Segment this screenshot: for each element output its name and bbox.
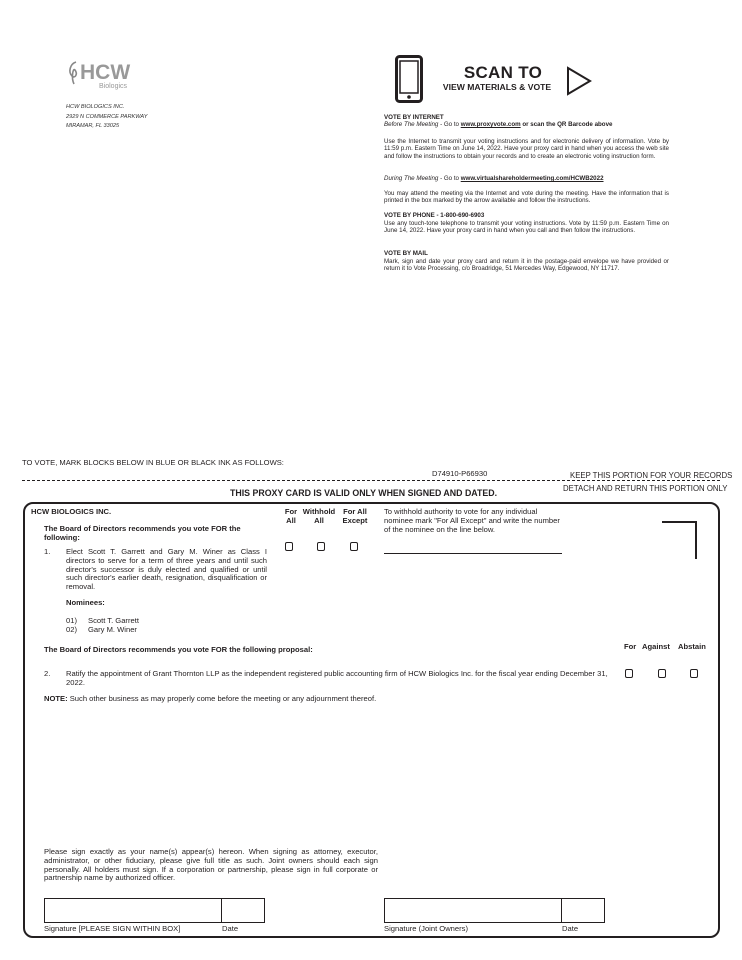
corner-mark xyxy=(662,521,697,559)
company-address xyxy=(66,103,147,132)
vote-mail-heading xyxy=(384,250,669,257)
col-against: Against xyxy=(642,642,670,651)
col-for-all-except: For All Except xyxy=(342,507,368,525)
note-text: Such other business as may properly come before the meeting or any adjournment thereof. xyxy=(67,694,377,703)
during-meeting-line xyxy=(384,175,669,182)
item-2-text: Ratify the appointment of Grant Thornton LLP as the independent registered public accounting firm of HCW Biologics Inc. for the fiscal year ending December 31, 2022. xyxy=(66,669,608,687)
valid-notice: THIS PROXY CARD IS VALID ONLY WHEN SIGNED AND DATED. xyxy=(230,488,498,498)
before-meeting-line xyxy=(384,121,669,128)
vote-mail-text: Mark, sign and date your proxy card and return it in the postage-paid envelope we have provided or return it to Vote Processing, c/o Broadridge, 51 Mercedes Way, Edgewood, NY 11717. xyxy=(384,258,669,273)
item-1-number: 1. xyxy=(44,547,51,556)
address-line-2: MIRAMAR, FL 33025 xyxy=(66,123,120,129)
joint-signature-box[interactable] xyxy=(384,898,605,923)
company-name: HCW BIOLOGICS INC. xyxy=(66,104,125,110)
vote-phone-heading-text: VOTE BY PHONE - 1-800-690-6903 xyxy=(384,212,485,219)
logo-subtext: Biologics xyxy=(99,83,128,90)
withhold-instruction: To withhold authority to vote for any individual nominee mark "For All Except" and write the number of the nominee on the line below. xyxy=(384,507,560,534)
before-goto-text: - Go to xyxy=(438,121,461,129)
phone-icon xyxy=(395,55,423,103)
sign-instructions: Please sign exactly as your name(s) appear(s) hereon. When signing as attorney, executor, administrator, or other fiduciary, please give full title as such. Joint owners should each sign personally. All holders must sign. If a corporation or partnership, please sign in full corporate or partnership name by authorized officer. xyxy=(44,847,378,883)
scan-subtitle: VIEW MATERIALS & VOTE xyxy=(442,82,552,92)
during-meeting-label: During The Meeting xyxy=(384,175,439,182)
detach-line xyxy=(22,480,720,481)
vote-internet-heading: VOTE BY INTERNET xyxy=(384,114,444,121)
checkbox-for-all[interactable] xyxy=(285,542,293,551)
col-for-all: For All xyxy=(284,507,298,525)
note-label: NOTE: xyxy=(44,694,68,703)
signature-label: Signature [PLEASE SIGN WITHIN BOX] xyxy=(44,924,181,933)
joint-date-label: Date xyxy=(562,924,579,933)
col-withhold-all: Withhold All xyxy=(302,507,336,525)
joint-signature-label: Signature (Joint Owners) xyxy=(384,924,468,933)
except-nominee-line[interactable] xyxy=(384,553,562,554)
scan-title: SCAN TO xyxy=(463,63,543,82)
date-divider xyxy=(221,898,222,923)
checkbox-for[interactable] xyxy=(625,669,633,678)
note-line xyxy=(44,695,376,704)
nominee-row xyxy=(66,626,77,635)
vote-mail-heading-text: VOTE BY MAIL xyxy=(384,250,428,257)
checkbox-withhold-all[interactable] xyxy=(317,542,325,551)
signature-box[interactable] xyxy=(44,898,265,923)
marking-instructions: TO VOTE, MARK BLOCKS BELOW IN BLUE OR BLACK INK AS FOLLOWS: xyxy=(22,458,284,467)
before-tail-text: or scan the QR Barcode above xyxy=(520,121,613,129)
nominee-number: 02) xyxy=(66,625,77,634)
before-meeting-label: Before The Meeting xyxy=(384,121,439,129)
virtual-meeting-link[interactable]: www.virtualshareholdermeeting.com/HCWB2022 xyxy=(460,175,604,182)
vote-phone-heading xyxy=(384,212,669,219)
address-line-1: 2929 N COMMERCE PARKWAY xyxy=(66,113,148,120)
company-logo xyxy=(66,58,146,92)
control-number: D74910-P66930 xyxy=(432,469,488,478)
nominee-name: Gary M. Winer xyxy=(88,625,137,634)
play-arrow-icon xyxy=(566,66,592,96)
keep-portion-text: KEEP THIS PORTION FOR YOUR RECORDS xyxy=(570,471,733,480)
checkbox-abstain[interactable] xyxy=(690,669,698,678)
proxyvote-link[interactable]: www.proxyvote.com xyxy=(460,121,521,129)
nominees-label: Nominees: xyxy=(66,598,105,607)
card-company-name: HCW BIOLOGICS INC. xyxy=(31,507,112,516)
before-meeting-text: Use the Internet to transmit your voting instructions and for electronic delivery of information. Vote by 11:59 p.m. Eastern Time on June 14, 2022. Have your proxy card in hand when you access the web site and follow the instructions to obtain your records and to create an electronic voting instruction form. xyxy=(384,138,669,160)
checkbox-against[interactable] xyxy=(658,669,666,678)
nominee-name: Scott T. Garrett xyxy=(88,616,139,625)
nominee-number: 01) xyxy=(66,616,77,625)
checkbox-for-all-except[interactable] xyxy=(350,542,358,551)
during-meeting-text: You may attend the meeting via the Internet and vote during the meeting. Have the information that is printed in the box marked by the arrow available and follow the instructions. xyxy=(384,190,669,205)
col-abstain: Abstain xyxy=(678,642,706,651)
item-1-text: Elect Scott T. Garrett and Gary M. Winer as Class I directors to serve for a term of three years and until such director's successor is duly elected and qualified or until such director's earlier death, resignation, disqualification or removal. xyxy=(66,547,267,592)
detach-portion-text: DETACH AND RETURN THIS PORTION ONLY xyxy=(563,484,728,493)
vote-phone-text: Use any touch-tone telephone to transmit your voting instructions. Vote by 11:59 p.m. Eastern Time on June 14, 2022. Have your proxy card in hand when you call and then follow the instructions. xyxy=(384,220,669,235)
during-goto-text: - Go to xyxy=(438,175,461,182)
date-label: Date xyxy=(222,924,239,933)
vote-internet-section xyxy=(384,114,669,129)
logo-text: HCW xyxy=(80,61,131,84)
item-2-number: 2. xyxy=(44,669,51,678)
board-recommendation-1: The Board of Directors recommends you vote FOR the following: xyxy=(44,524,241,542)
col-for: For xyxy=(624,642,637,651)
joint-date-divider xyxy=(561,898,562,923)
board-recommendation-2: The Board of Directors recommends you vote FOR the following proposal: xyxy=(44,645,313,654)
